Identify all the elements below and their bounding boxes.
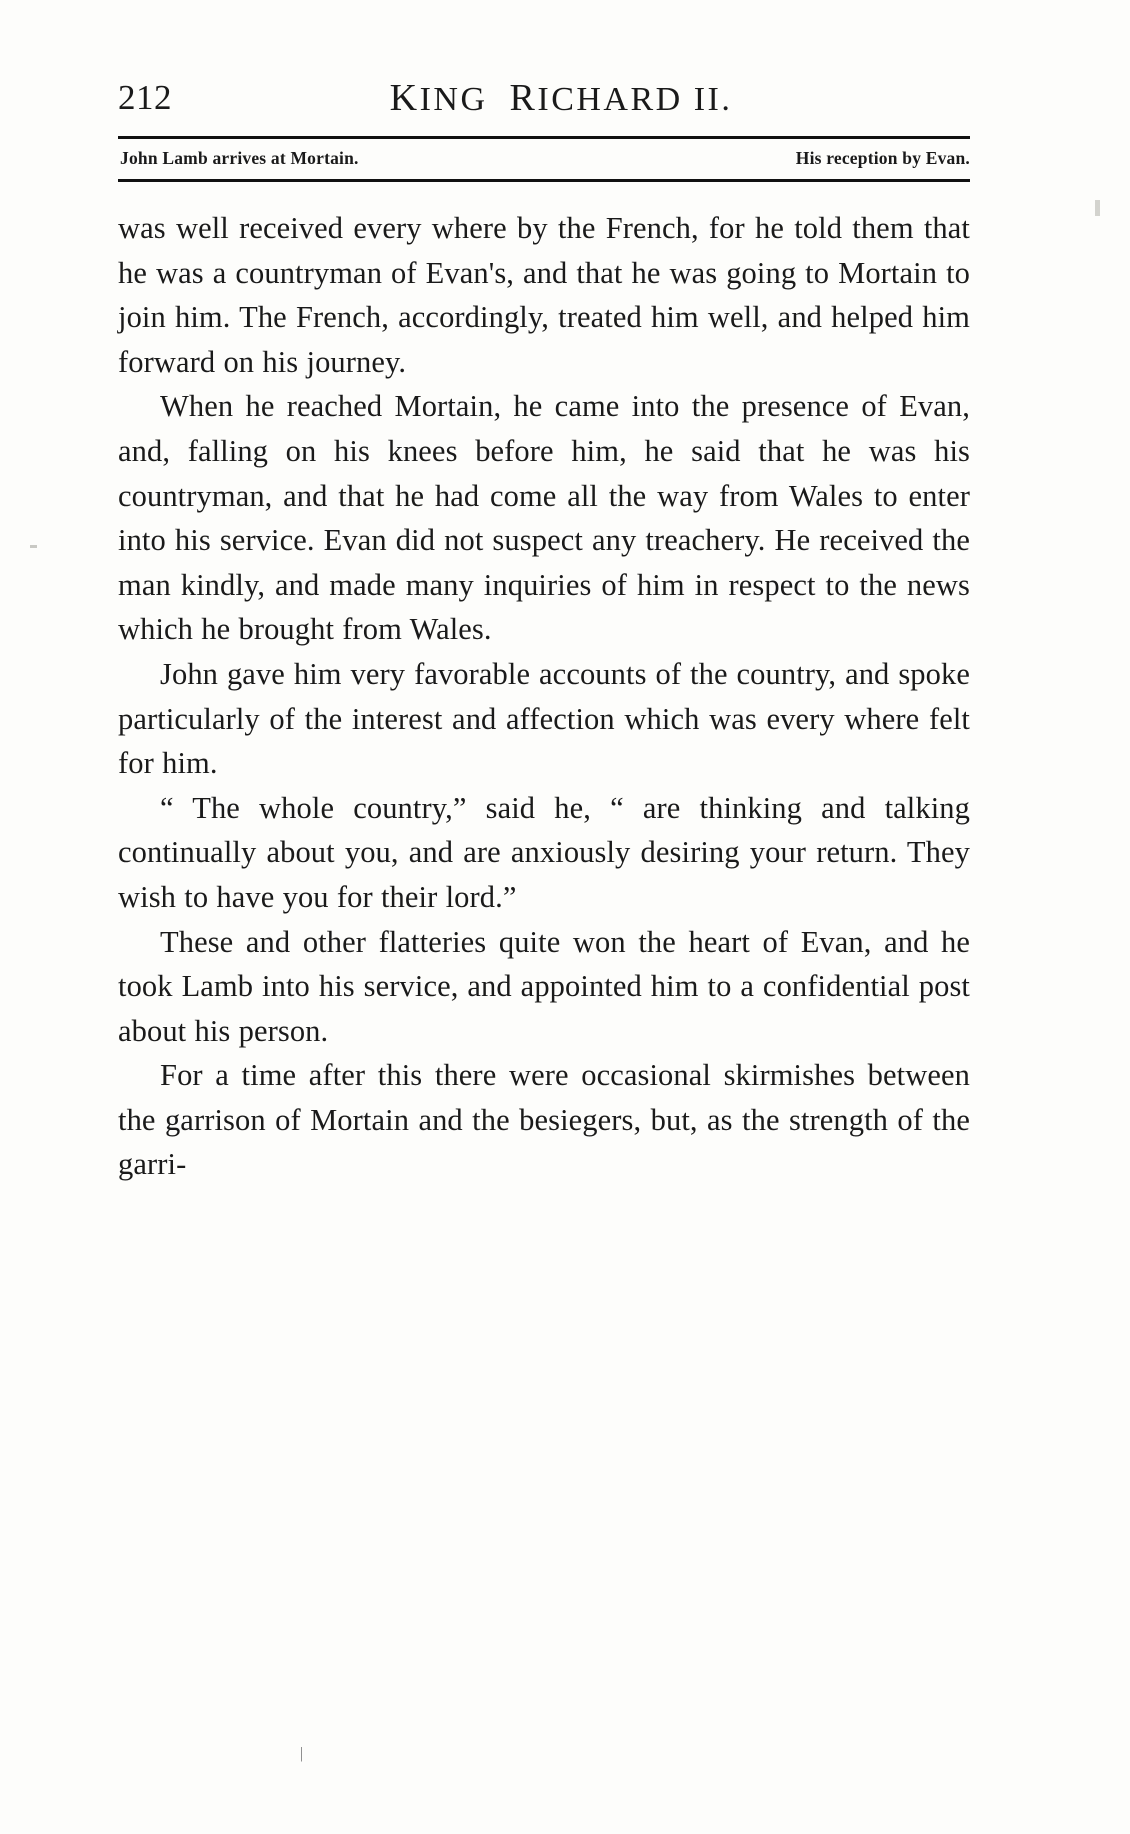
page-content [118, 70, 970, 1187]
paragraph: When he reached Mortain, he came into the presence of Evan, and, falling on his knees before him, he said that he was his countryman, and that he had come all the way from Wales to enter into his service. Evan did not suspect any treachery. He received the man kindly, and made many inquiries of him in respect to the news which he brought from Wales. [118, 389, 970, 647]
page-tick-mark: | [300, 1745, 304, 1762]
running-head [118, 70, 970, 130]
paragraph: “ The whole country,” said he, “ are thinking and talking continually about you, and are anxiously desiring your return. They wish to have you for their lord.” [118, 790, 970, 914]
page-title-initial-r: R [509, 77, 538, 119]
sidenote-band [118, 139, 970, 179]
sidenote-left: John Lamb arrives at Mortain. [120, 148, 359, 168]
page-title-numeral: II. [693, 81, 733, 118]
sidenote-right: His reception by Evan. [795, 148, 970, 168]
paragraph: For a time after this there were occasional skirmishes between the garrison of Mortain and the besiegers, but, as the strength of the garri- [118, 1058, 970, 1182]
header-rule-bottom [118, 179, 970, 182]
paragraph: These and other flatteries quite won the heart of Evan, and he took Lamb into his service, and appointed him to a confidential post about his person. [118, 924, 970, 1048]
body-text [118, 206, 970, 1187]
paragraph: John gave him very favorable accounts of the country, and spoke particularly of the interest and affection which was every where felt for him. [118, 656, 970, 781]
paper-speck [30, 545, 37, 548]
page-title [118, 76, 970, 120]
paper-speck [1095, 200, 1100, 216]
page-number: 212 [118, 78, 172, 117]
page-title-richard: ICHARD [537, 81, 683, 118]
page-title-king: ING [419, 81, 488, 118]
page-title-initial-k: K [389, 77, 420, 119]
paragraph: was well received every where by the French, for he told them that he was a countryman of Evan's, and that he was going to Mortain to join him. The French, accordingly, treated him well, and helped him forward on his journey. [118, 211, 970, 379]
